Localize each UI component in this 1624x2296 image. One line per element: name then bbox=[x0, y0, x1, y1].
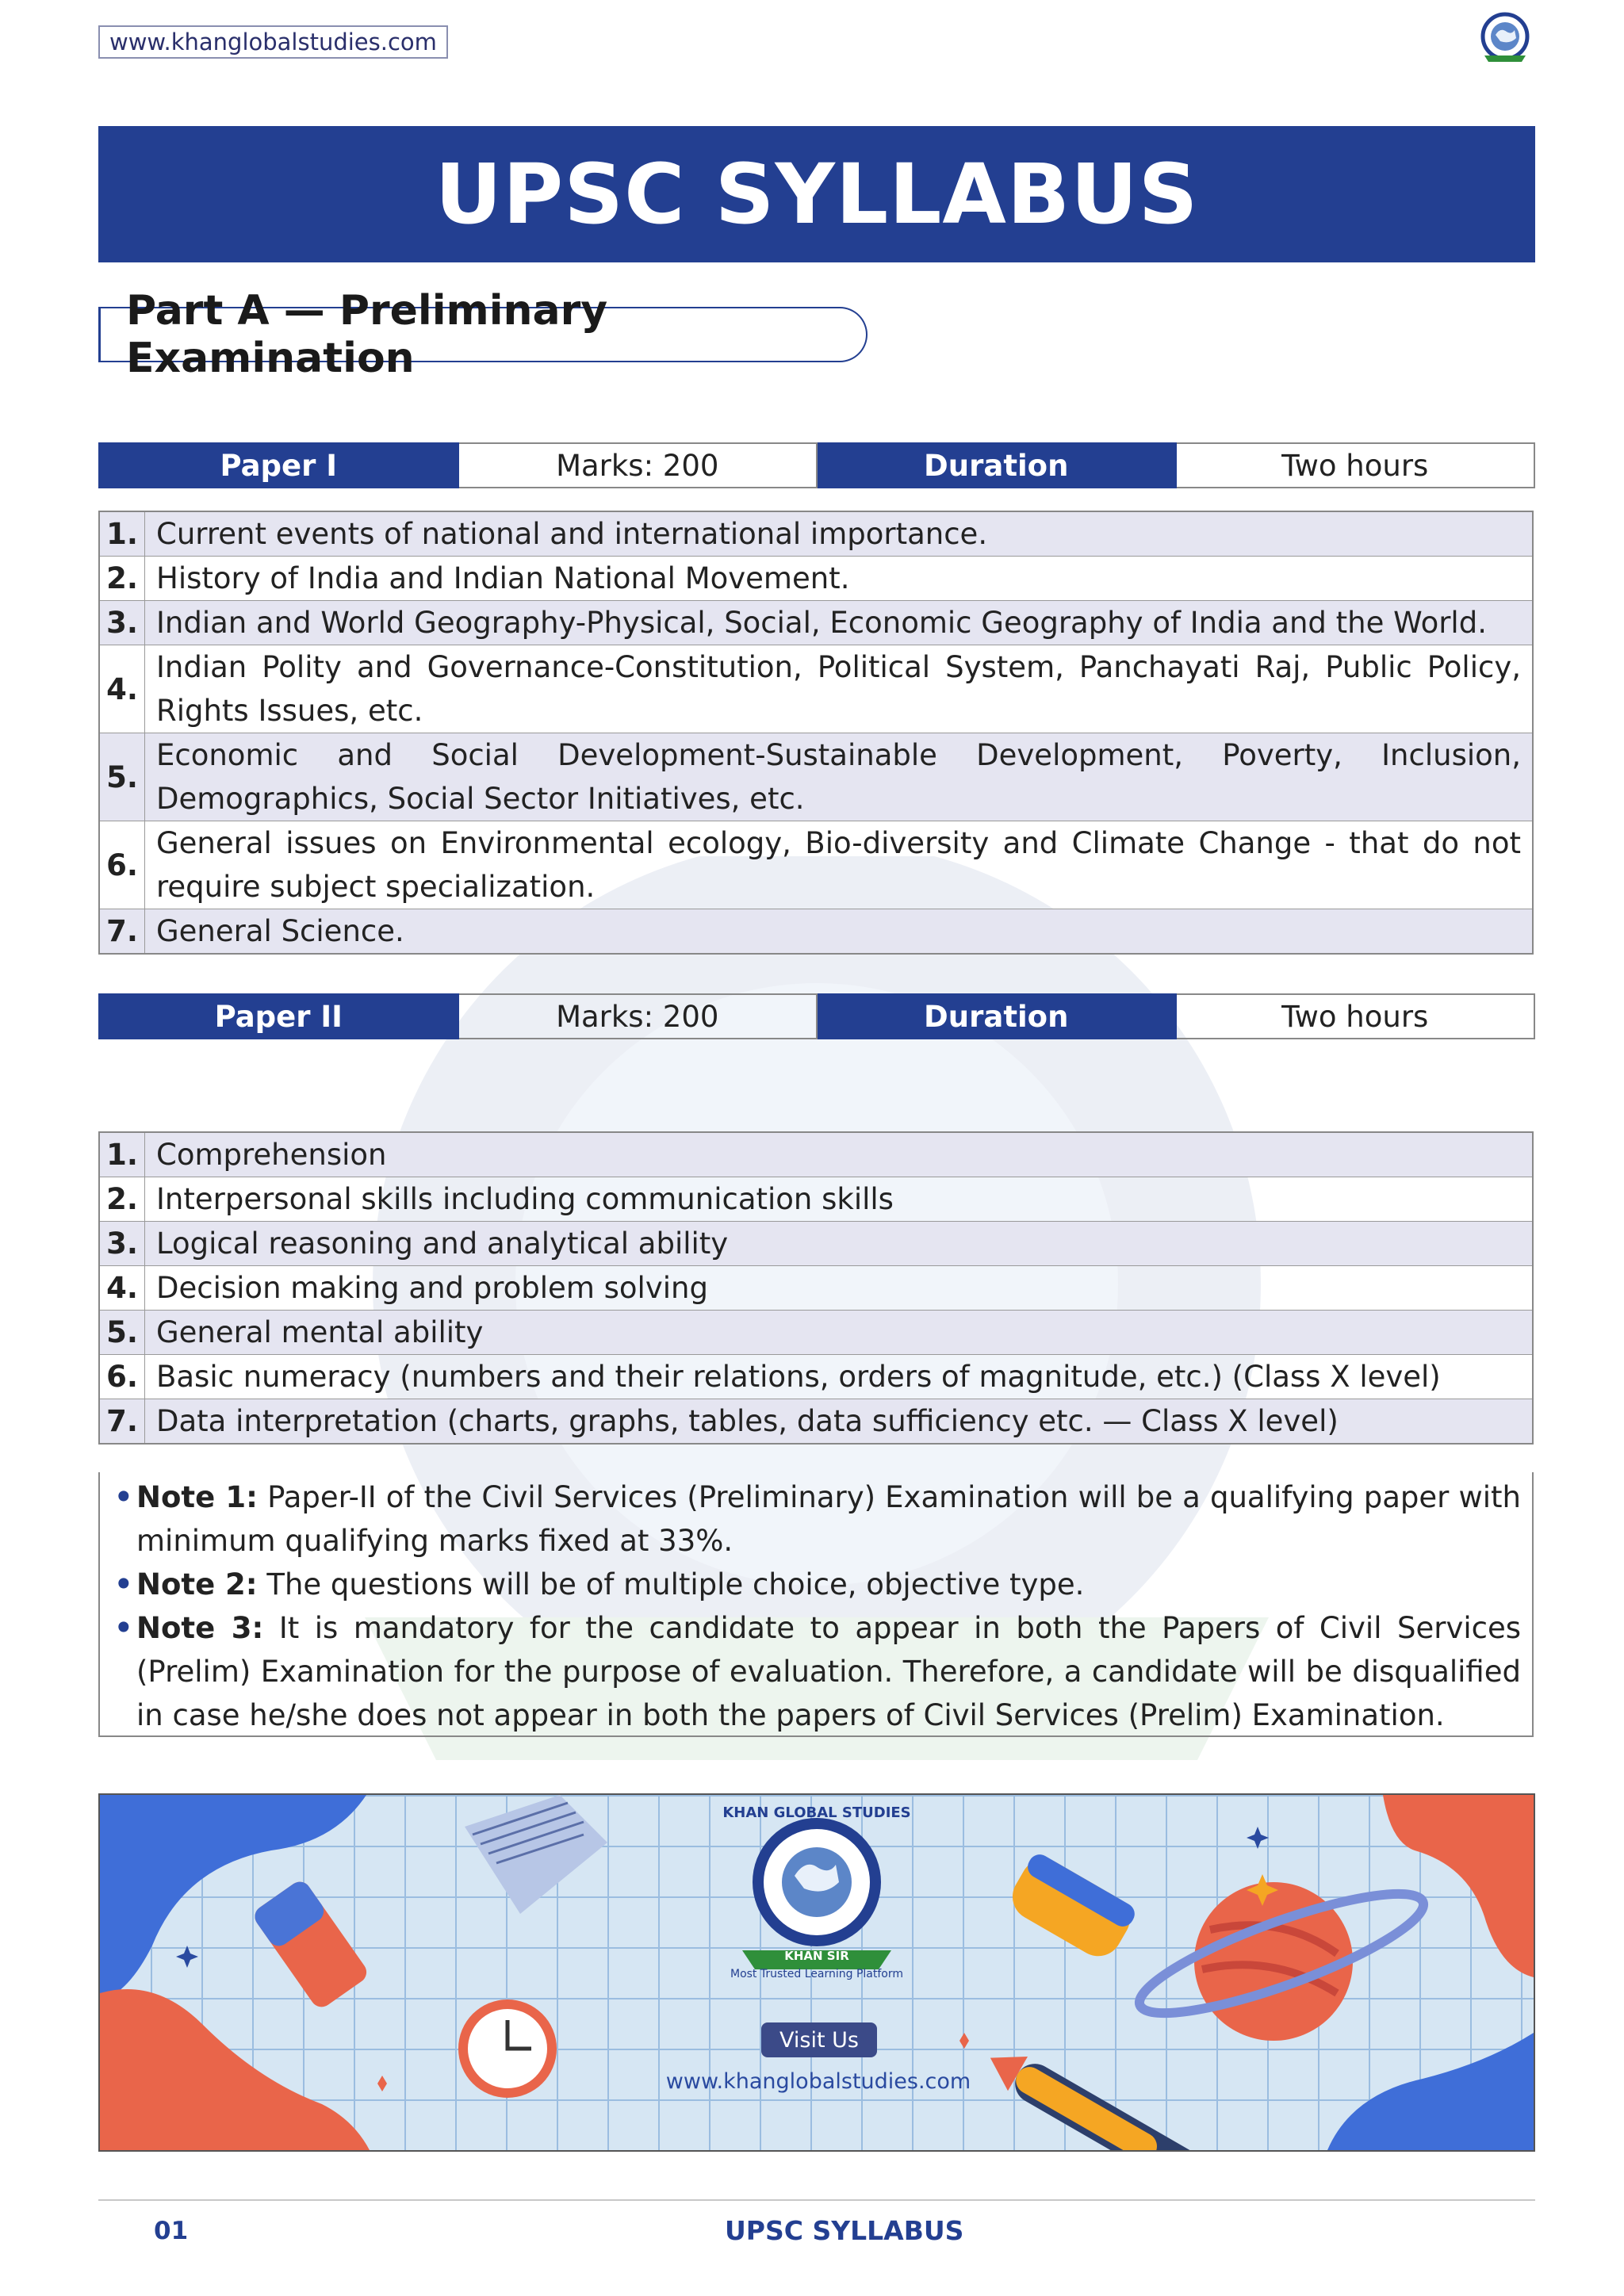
banner-title: UPSC SYLLABUS bbox=[435, 146, 1199, 243]
row-text: Comprehension bbox=[145, 1132, 1534, 1177]
promo-logo-text: KHAN GLOBAL STUDIES bbox=[722, 1804, 911, 1821]
note-label: Note 2: bbox=[136, 1567, 258, 1601]
footer-title: UPSC SYLLABUS bbox=[725, 2215, 964, 2246]
table-row bbox=[99, 511, 1533, 557]
table-row bbox=[99, 909, 1533, 955]
table-row bbox=[99, 1132, 1533, 1177]
site-url[interactable]: www.khanglobalstudies.com bbox=[98, 25, 448, 59]
row-number: 6. bbox=[99, 1355, 145, 1399]
note-item bbox=[111, 1606, 1521, 1737]
promo-banner[interactable] bbox=[98, 1793, 1535, 2152]
paper1-duration-label: Duration bbox=[817, 443, 1176, 488]
row-text: General mental ability bbox=[145, 1311, 1534, 1355]
row-number: 3. bbox=[99, 601, 145, 645]
row-text: General Science. bbox=[145, 909, 1534, 955]
row-text: Indian and World Geography-Physical, Social, Economic Geography of India and the World. bbox=[145, 601, 1534, 645]
footer-divider bbox=[98, 2199, 1535, 2201]
paper2-notes bbox=[98, 1472, 1534, 1737]
row-number: 4. bbox=[99, 1266, 145, 1311]
visit-us-button[interactable]: Visit Us bbox=[761, 2022, 877, 2057]
table-row bbox=[99, 1222, 1533, 1266]
row-text: Indian Polity and Governance-Constitution, Political System, Panchayati Raj, Public Policy, Rights Issues, etc. bbox=[145, 645, 1534, 733]
row-number: 2. bbox=[99, 1177, 145, 1222]
note-text: The questions will be of multiple choice, objective type. bbox=[257, 1567, 1085, 1601]
promo-ribbon: KHAN SIR bbox=[784, 1949, 849, 1963]
row-number: 5. bbox=[99, 1311, 145, 1355]
row-number: 1. bbox=[99, 1132, 145, 1177]
section-title: Part A — Preliminary Examination bbox=[126, 287, 608, 382]
table-row bbox=[99, 733, 1533, 821]
paper2-header bbox=[98, 993, 1535, 1039]
row-text: Interpersonal skills including communication skills bbox=[145, 1177, 1534, 1222]
row-text: Decision making and problem solving bbox=[145, 1266, 1534, 1311]
paper2-duration-label: Duration bbox=[817, 994, 1176, 1039]
note-text: It is mandatory for the candidate to appear in both the Papers of Civil Services (Prelim) Examination for the purpose of evaluation. Therefore, a candidate will be disqualified in case he/she does not appear in both the papers of Civil Services (Prelim) Examination. bbox=[136, 1611, 1521, 1732]
promo-tagline: Most Trusted Learning Platform bbox=[730, 1968, 903, 1980]
note-label: Note 1: bbox=[136, 1480, 258, 1514]
row-number: 6. bbox=[99, 821, 145, 909]
table-row bbox=[99, 1177, 1533, 1222]
table-row bbox=[99, 1355, 1533, 1399]
khan-global-studies-logo-icon bbox=[1477, 11, 1534, 68]
paper1-label: Paper I bbox=[99, 443, 458, 488]
paper2-syllabus-table bbox=[98, 1131, 1534, 1445]
table-row bbox=[99, 1311, 1533, 1355]
paper1-duration: Two hours bbox=[1176, 443, 1535, 488]
row-text: Current events of national and international importance. bbox=[145, 511, 1534, 557]
paper1-header bbox=[98, 442, 1535, 488]
paper2-label: Paper II bbox=[99, 994, 458, 1039]
row-number: 3. bbox=[99, 1222, 145, 1266]
row-text: Economic and Social Development-Sustainable Development, Poverty, Inclusion, Demographics, Social Sector Initiatives, etc. bbox=[145, 733, 1534, 821]
note-text: Paper-II of the Civil Services (Preliminary) Examination will be a qualifying paper with minimum qualifying marks fixed at 33%. bbox=[136, 1480, 1521, 1558]
row-text: General issues on Environmental ecology, Bio-diversity and Climate Change - that do not require subject specialization. bbox=[145, 821, 1534, 909]
promo-url-link[interactable]: www.khanglobalstudies.com bbox=[665, 2069, 971, 2094]
row-number: 1. bbox=[99, 511, 145, 557]
row-number: 4. bbox=[99, 645, 145, 733]
paper2-duration: Two hours bbox=[1176, 994, 1535, 1039]
row-text: Logical reasoning and analytical ability bbox=[145, 1222, 1534, 1266]
row-number: 2. bbox=[99, 557, 145, 601]
row-number: 7. bbox=[99, 1399, 145, 1445]
row-number: 5. bbox=[99, 733, 145, 821]
paper2-marks: Marks: 200 bbox=[458, 994, 818, 1039]
table-row bbox=[99, 1399, 1533, 1445]
paper1-syllabus-table bbox=[98, 511, 1534, 955]
page-number: 01 bbox=[154, 2217, 189, 2245]
table-row bbox=[99, 557, 1533, 601]
row-text: Basic numeracy (numbers and their relations, orders of magnitude, etc.) (Class X level) bbox=[145, 1355, 1534, 1399]
note-label: Note 3: bbox=[136, 1611, 264, 1645]
row-text: History of India and Indian National Movement. bbox=[145, 557, 1534, 601]
note-item bbox=[111, 1475, 1521, 1563]
section-heading bbox=[98, 287, 868, 382]
table-row bbox=[99, 645, 1533, 733]
row-text: Data interpretation (charts, graphs, tables, data sufficiency etc. — Class X level) bbox=[145, 1399, 1534, 1445]
note-item bbox=[111, 1563, 1521, 1606]
table-row bbox=[99, 601, 1533, 645]
row-number: 7. bbox=[99, 909, 145, 955]
table-row bbox=[99, 1266, 1533, 1311]
table-row bbox=[99, 821, 1533, 909]
paper1-marks: Marks: 200 bbox=[458, 443, 818, 488]
page-banner bbox=[98, 126, 1535, 262]
